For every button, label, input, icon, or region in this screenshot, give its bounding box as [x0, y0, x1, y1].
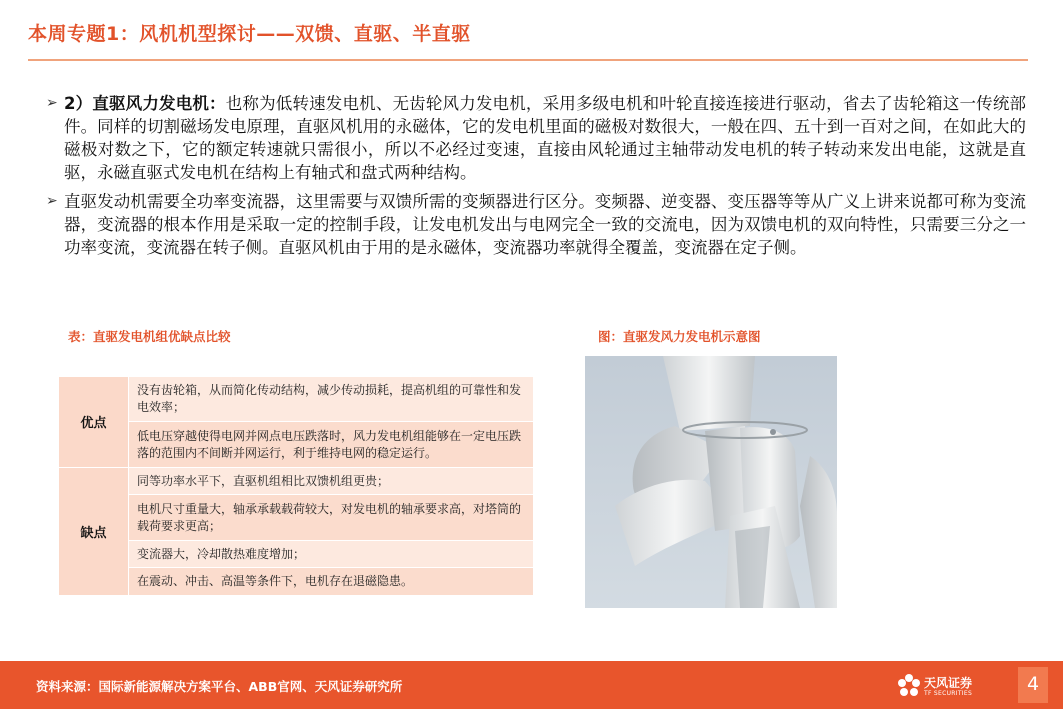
source-note: 资料来源：国际新能源解决方案平台、ABB官网、天风证券研究所 [36, 679, 403, 694]
page-title: 本周专题1：风机机型探讨——双馈、直驱、半直驱 [28, 23, 471, 45]
arrow-bullet-icon: ➢ [46, 95, 58, 111]
table-cell: 电机尺寸重量大，轴承承载载荷较大，对发电机的轴承要求高，对塔筒的载荷要求更高； [129, 495, 534, 540]
figure-caption: 图：直驱发风力发电机示意图 [598, 329, 761, 344]
page-number-box [1018, 667, 1048, 703]
logo-name-en: TF SECURITIES [924, 690, 973, 697]
category-pros: 优点 [59, 377, 129, 468]
brand-logo [896, 671, 986, 701]
title-divider [28, 59, 1028, 61]
arrow-bullet-icon: ➢ [46, 193, 58, 209]
table-row [59, 540, 534, 568]
bullet-text: 也称为低转速发电机、无齿轮风力发电机，采用多级电机和叶轮直接连接进行驱动，省去了齿轮箱这一传统部件。同样的切割磁场发电原理，直驱风机用的永磁体，它的发电机里面的磁极对数很大，一般在四、五十到一百对之间，在如此大的磁极对数之下，它的额定转速就只需很小，所以不必经过变速，直接由风轮通过主轴带动发电机的转子转动来发出电能，这就是直驱，永磁直驱式发电机在结构上有轴式和盘式两种结构。 [64, 94, 1027, 182]
table-row [59, 377, 534, 422]
turbine-photo [585, 356, 837, 608]
footer-bar [0, 661, 1063, 709]
bullet-item-direct-drive [46, 92, 1026, 184]
flower-logo-icon [896, 673, 922, 699]
pros-cons-table [58, 376, 534, 596]
table-row [59, 495, 534, 540]
bullet-lead: 2）直驱风力发电机： [64, 94, 226, 113]
table-row [59, 467, 534, 495]
table-caption: 表：直驱发电机组优缺点比较 [68, 329, 231, 344]
table-row [59, 568, 534, 596]
table-cell: 变流器大，冷却散热难度增加； [129, 540, 534, 568]
page-number: 4 [1026, 673, 1040, 695]
category-cons: 缺点 [59, 467, 129, 595]
table-cell: 低电压穿越使得电网并网点电压跌落时，风力发电机组能够在一定电压跌落的范围内不间断并网运行，利于维持电网的稳定运行。 [129, 422, 534, 467]
logo-name-cn: 天风证券 [924, 676, 973, 690]
bullet-item-converter [46, 190, 1026, 259]
table-cell: 在震动、冲击、高温等条件下，电机存在退磁隐患。 [129, 568, 534, 596]
turbine-illustration [585, 356, 837, 608]
table-cell: 没有齿轮箱，从而简化传动结构，减少传动损耗，提高机组的可靠性和发电效率； [129, 377, 534, 422]
table-row [59, 422, 534, 467]
bullet-list [46, 92, 1026, 265]
bullet-text: 直驱发动机需要全功率变流器，这里需要与双馈所需的变频器进行区分。变频器、逆变器、变压器等等从广义上讲来说都可称为变流器，变流器的根本作用是采取一定的控制手段，让发电机发出与电网完全一致的交流电，因为双馈电机的双向特性，只需要三分之一功率变流，变流器在转子侧。直驱风机由于用的是永磁体，变流器功率就得全覆盖，变流器在定子侧。 [64, 192, 1026, 257]
table-cell: 同等功率水平下，直驱机组相比双馈机组更贵； [129, 467, 534, 495]
